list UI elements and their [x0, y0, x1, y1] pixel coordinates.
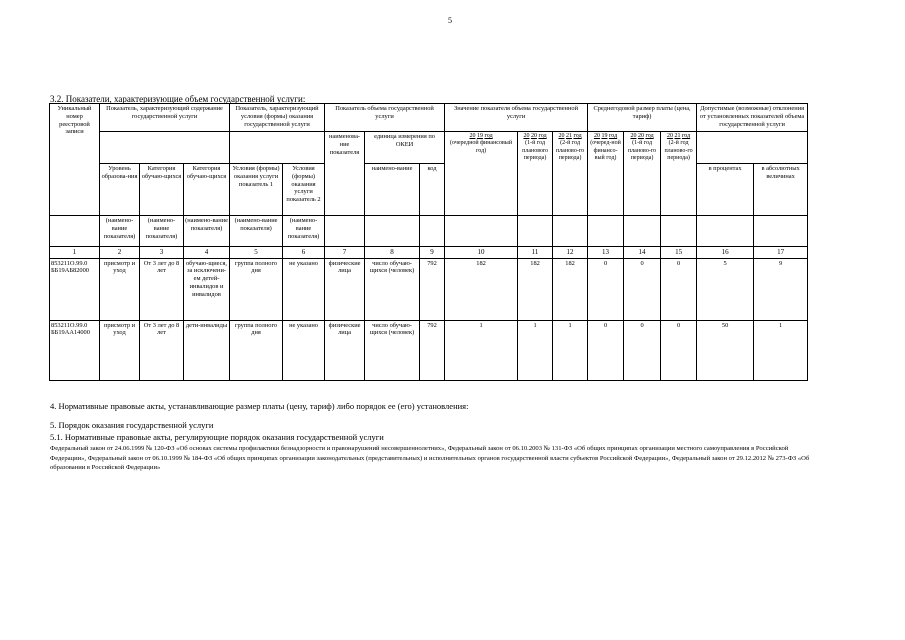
sub-blank	[445, 216, 518, 247]
column-number-row	[50, 247, 808, 259]
header-c5-sub: (наимено-вание показателя)	[283, 216, 325, 247]
cell-condition-2: не указано	[283, 320, 325, 380]
header-dev-absolute: в абсолютных величинах	[754, 164, 808, 216]
header-okei-unit: единица измерения по ОКЕИ	[365, 132, 445, 164]
column-number: 3	[140, 247, 184, 259]
header-value-year1: 20 19 год (очередной финансовый год)	[445, 132, 518, 216]
header-dev-percent: в процентах	[697, 164, 754, 216]
table-row	[50, 258, 808, 320]
cell-volume-indicator: физические лица	[325, 258, 365, 320]
cell-fee-year3: 0	[661, 258, 697, 320]
column-number: 2	[100, 247, 140, 259]
column-number: 8	[365, 247, 420, 259]
header-c5: Условия (формы) оказания услуги показатель 2	[283, 164, 325, 216]
sub-blank	[553, 216, 588, 247]
cell-education-level: присмотр и уход	[100, 258, 140, 320]
header-fee-group: Среднегодовой размер платы (цена, тариф)	[588, 104, 697, 132]
cell-deviation-absolute: 1	[754, 320, 808, 380]
cell-student-category: обучаю-щиеся, за исключени-ем детей-инвалидов и инвалидов	[184, 258, 230, 320]
cell-volume-indicator: физические лица	[325, 320, 365, 380]
header-c4: Условия (формы) оказания услуги показатель 1	[230, 164, 283, 216]
cell-value-year2: 182	[518, 258, 553, 320]
header-deviation-group: Допустимые (возможные) отклонения от установленных показателей объема государственной услуги	[697, 104, 808, 132]
table-row	[50, 320, 808, 380]
cell-registry-number: 853211О.99.0 ББ19АБ82000	[50, 258, 100, 320]
column-number: 9	[420, 247, 445, 259]
header-c3: Категория обучаю-щихся	[184, 164, 230, 216]
header-c3-sub: (наимено-вание показателя)	[184, 216, 230, 247]
column-number: 15	[661, 247, 697, 259]
sub-blank	[325, 216, 365, 247]
column-number: 17	[754, 247, 808, 259]
cell-deviation-percent: 50	[697, 320, 754, 380]
cell-fee-year2: 0	[624, 320, 661, 380]
cell-unit-code: 792	[420, 258, 445, 320]
header-value-group: Значение показателя объема государственной услуги	[445, 104, 588, 132]
cell-condition-1: группа полного дня	[230, 320, 283, 380]
sub-blank	[365, 216, 420, 247]
conditions-blank	[230, 132, 325, 164]
column-number: 4	[184, 247, 230, 259]
section-5-1-heading: 5.1. Нормативные правовые акты, регулирующие порядок оказания государственной услуги	[50, 432, 384, 442]
header-conditions-group: Показатель, характеризующий условия (формы) оказания государственной услуги	[230, 104, 325, 132]
cell-fee-year1: 0	[588, 258, 624, 320]
header-content-group: Показатель, характеризующий содержание государственной услуги	[100, 104, 230, 132]
page-number: 5	[448, 16, 452, 25]
cell-value-year1: 182	[445, 258, 518, 320]
header-fee-year1: 20 19 год (очеред-ной финансо-вый год)	[588, 132, 624, 216]
content-blank	[100, 132, 230, 164]
column-number: 6	[283, 247, 325, 259]
cell-value-year1: 1	[445, 320, 518, 380]
header-fee-year2: 20 20 год (1-й год планово-го периода)	[624, 132, 661, 216]
cell-registry-number: 853211О.99.0 ББ19АА14000	[50, 320, 100, 380]
header-fee-year3: 20 21 год (2-й год планово-го периода)	[661, 132, 697, 216]
column-number: 12	[553, 247, 588, 259]
cell-education-level: присмотр и уход	[100, 320, 140, 380]
column-number: 11	[518, 247, 553, 259]
cell-fee-year1: 0	[588, 320, 624, 380]
sub-blank	[661, 216, 697, 247]
cell-student-category: От 3 лет до 8 лет	[140, 320, 184, 380]
column-number: 16	[697, 247, 754, 259]
header-volume-group: Показатель объема государственной услуги	[325, 104, 445, 132]
header-c4-sub: (наимено-вание показателя)	[230, 216, 283, 247]
sub-blank	[624, 216, 661, 247]
cell-fee-year3: 0	[661, 320, 697, 380]
section-title: 3.2. Показатели, характеризующие объем государственной услуги:	[50, 94, 306, 104]
cell-student-category: От 3 лет до 8 лет	[140, 258, 184, 320]
section-5-heading: 5. Порядок оказания государственной услуги	[50, 420, 214, 430]
cell-deviation-percent: 5	[697, 258, 754, 320]
column-number: 13	[588, 247, 624, 259]
header-c1-sub: (наимено-вание показателя)	[100, 216, 140, 247]
deviation-blank	[697, 132, 808, 164]
cell-condition-2: не указано	[283, 258, 325, 320]
header-okei-name: наимено-вание	[365, 164, 420, 216]
sub-blank	[588, 216, 624, 247]
cell-value-year3: 182	[553, 258, 588, 320]
section-4-heading: 4. Нормативные правовые акты, устанавливающие размер платы (цену, тариф) либо порядок ее (его) установления:	[50, 401, 469, 411]
sub-blank	[697, 216, 754, 247]
legal-acts-paragraph: Федеральный закон от 24.06.1999 № 120-ФЗ «Об основах системы профилактики безнадзорности и правонарушений несовершеннолетних», Федеральный закон от 06.10.2003 № 131-ФЗ «Об общих принципах организации местного самоуправления в Российской Федерации», Федеральный закон от 06.10.1999 № 184-ФЗ «Об общих принципах организации законодательных (представительных) и исполнительных органов государственной власти субъектов Российской Федерации», Федеральный закон от 29.12.2012 № 273-ФЗ «Об образовании в Российской Федерации»	[50, 445, 810, 472]
header-okei-code: код	[420, 164, 445, 216]
header-value-year2: 20 20 год (1-й год плановоro периода)	[518, 132, 553, 216]
cell-value-year3: 1	[553, 320, 588, 380]
header-value-year3: 20 21 год (2-й год планово-го периода)	[553, 132, 588, 216]
cell-student-category: дети-инвалиды	[184, 320, 230, 380]
cell-value-year2: 1	[518, 320, 553, 380]
volume-indicators-table	[49, 103, 808, 381]
header-unique-number: Уникальный номер реестровой записи	[50, 104, 100, 216]
column-number: 7	[325, 247, 365, 259]
column-number: 10	[445, 247, 518, 259]
cell-unit-code: 792	[420, 320, 445, 380]
sub-blank	[50, 216, 100, 247]
cell-condition-1: группа полного дня	[230, 258, 283, 320]
sub-blank	[420, 216, 445, 247]
cell-unit-name: число обучаю-щихся (человек)	[365, 258, 420, 320]
header-c2-sub: (наимено-вание показателя)	[140, 216, 184, 247]
header-c1: Уровень образова-ния	[100, 164, 140, 216]
header-vol-name: наименова-ние показателя	[325, 132, 365, 216]
sub-blank	[754, 216, 808, 247]
sub-blank	[518, 216, 553, 247]
column-number: 1	[50, 247, 100, 259]
cell-fee-year2: 0	[624, 258, 661, 320]
column-number: 14	[624, 247, 661, 259]
cell-unit-name: число обучаю-щихся (человек)	[365, 320, 420, 380]
cell-deviation-absolute: 9	[754, 258, 808, 320]
column-number: 5	[230, 247, 283, 259]
header-c2: Категория обучаю-щихся	[140, 164, 184, 216]
